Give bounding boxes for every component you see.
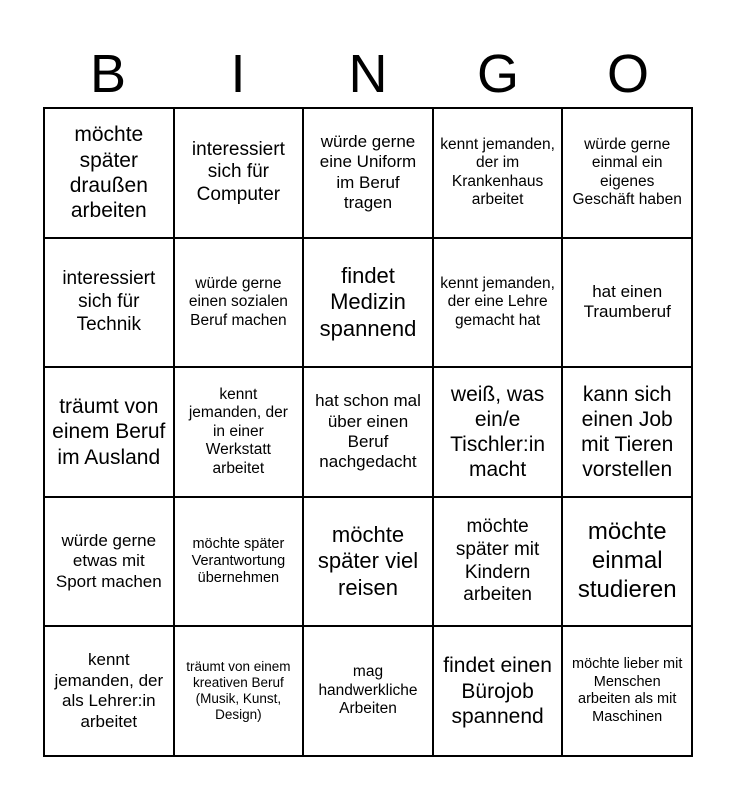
bingo-cell-4-5[interactable]: [562, 497, 692, 627]
bingo-cell-1-2[interactable]: [174, 108, 304, 238]
bingo-cell-text: möchte später Verantwortung übernehmen: [191, 535, 286, 587]
bingo-cell-2-2[interactable]: [174, 238, 304, 368]
header-letter-n: N: [348, 44, 388, 104]
bingo-cell-1-5[interactable]: [562, 108, 692, 238]
bingo-cell-5-1[interactable]: [44, 626, 174, 756]
header-letter-i: I: [230, 44, 246, 104]
bingo-cell-2-1[interactable]: [44, 238, 174, 368]
bingo-cell-2-4[interactable]: [433, 238, 563, 368]
bingo-cell-text: träumt von einem Beruf im Ausland: [52, 395, 166, 469]
bingo-header: [43, 40, 693, 108]
bingo-cell-text: weiß, was ein/e Tischler:in macht: [450, 382, 546, 482]
bingo-cell-4-4[interactable]: [433, 497, 563, 627]
bingo-cell-1-3[interactable]: [303, 108, 433, 238]
bingo-cell-text: würde gerne etwas mit Sport machen: [55, 531, 162, 591]
bingo-cell-text: hat einen Traumberuf: [583, 282, 671, 322]
bingo-cell-text: interessiert sich für Technik: [62, 268, 156, 335]
bingo-cell-5-5[interactable]: [562, 626, 692, 756]
bingo-cell-text: möchte einmal studieren: [577, 518, 677, 603]
bingo-cell-1-4[interactable]: [433, 108, 563, 238]
bingo-cell-3-1[interactable]: [44, 367, 174, 497]
bingo-cell-text: möchte später viel reisen: [317, 522, 419, 600]
bingo-cell-5-2[interactable]: [174, 626, 304, 756]
bingo-cell-2-3[interactable]: [303, 238, 433, 368]
bingo-cell-2-5[interactable]: [562, 238, 692, 368]
bingo-cell-text: hat schon mal über einen Beruf nachgedacht: [315, 391, 421, 472]
bingo-cell-text: kennt jemanden, der eine Lehre gemacht hat: [440, 274, 555, 329]
header-letter-g: G: [476, 44, 519, 104]
bingo-cell-text: möchte lieber mit Menschen arbeiten als mit Maschinen: [571, 656, 683, 725]
bingo-cell-1-1[interactable]: [44, 108, 174, 238]
bingo-cell-text: findet Medizin spannend: [319, 262, 417, 341]
header-letter-b: B: [89, 44, 127, 104]
bingo-board: [43, 107, 693, 757]
bingo-cell-text: würde gerne einmal ein eigenes Geschäft haben: [572, 135, 682, 209]
bingo-cell-text: möchte später draußen arbeiten: [69, 123, 148, 222]
bingo-cell-5-3[interactable]: [303, 626, 433, 756]
bingo-cell-text: kennt jemanden, der in einer Werkstatt arbeitet: [188, 385, 288, 477]
bingo-cell-text: träumt von einem kreativen Beruf (Musik, Kunst, Design): [186, 658, 291, 723]
bingo-cell-text: würde gerne einen sozialen Beruf machen: [188, 274, 288, 329]
bingo-cell-3-5[interactable]: [562, 367, 692, 497]
bingo-cell-text: möchte später mit Kindern arbeiten: [455, 516, 540, 606]
bingo-cell-text: findet einen Bürojob spannend: [443, 654, 552, 728]
bingo-cell-4-2[interactable]: [174, 497, 304, 627]
bingo-cell-3-2[interactable]: [174, 367, 304, 497]
bingo-cell-4-3[interactable]: [303, 497, 433, 627]
header-letter-o: O: [606, 44, 649, 104]
bingo-cell-text: würde gerne eine Uniform im Beruf tragen: [319, 132, 417, 213]
bingo-cell-3-3[interactable]: [303, 367, 433, 497]
bingo-cell-4-1[interactable]: [44, 497, 174, 627]
bingo-cell-text: kennt jemanden, der im Krankenhaus arbeitet: [440, 135, 555, 209]
bingo-cell-5-4[interactable]: [433, 626, 563, 756]
bingo-cell-text: interessiert sich für Computer: [191, 138, 285, 206]
bingo-cell-text: kennt jemanden, der als Lehrer:in arbeitet: [54, 650, 164, 731]
bingo-cell-text: mag handwerkliche Arbeiten: [318, 663, 418, 718]
bingo-cell-3-4[interactable]: [433, 367, 563, 497]
bingo-cell-text: kann sich einen Job mit Tieren vorstellen: [581, 382, 674, 482]
